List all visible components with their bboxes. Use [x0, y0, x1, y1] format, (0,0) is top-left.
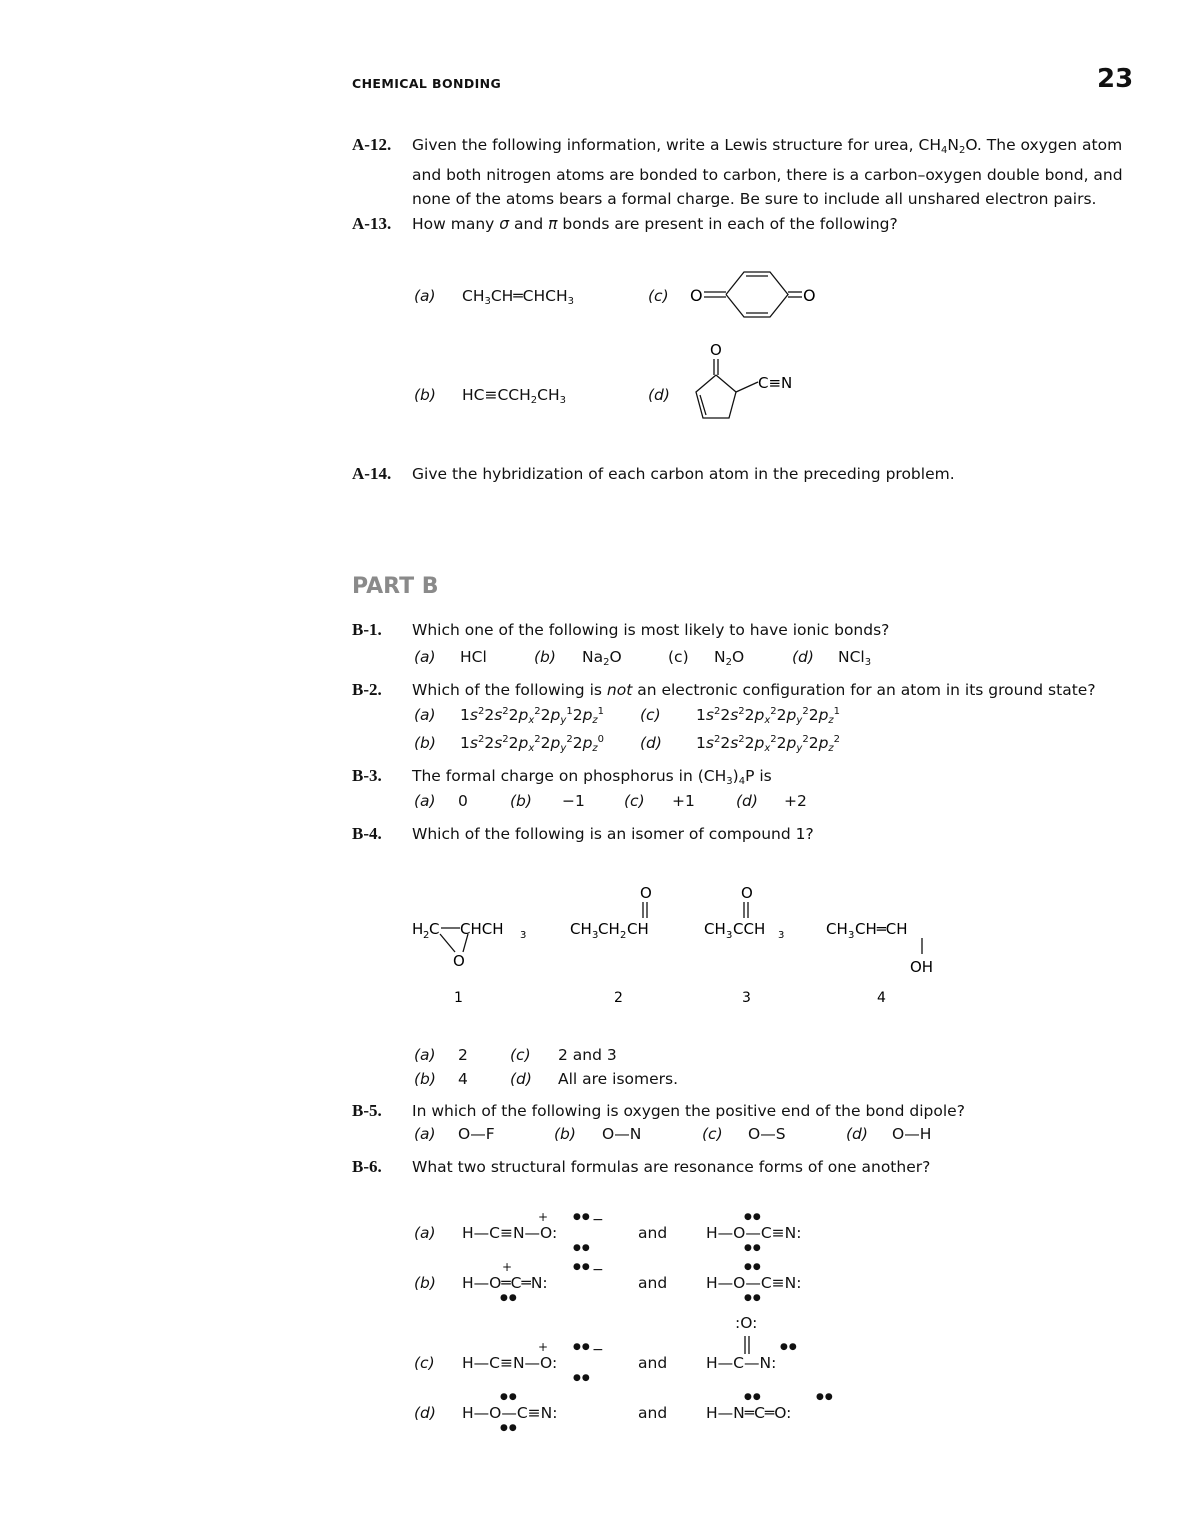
- c3-s2: 3: [778, 930, 785, 941]
- cfg: 2: [508, 706, 519, 724]
- cfg: 2: [802, 706, 809, 717]
- b6-c-plus-charge: +: [538, 1340, 549, 1354]
- b4-option-d-value: All are isomers.: [558, 1070, 679, 1088]
- b4-option-c-label: (c): [510, 1046, 531, 1064]
- compound-4-structure: [826, 920, 933, 976]
- cfg: p: [786, 734, 797, 752]
- cfg: x: [528, 743, 535, 754]
- compound-1-structure: [412, 920, 526, 970]
- b6-b-minus-charge: −: [592, 1262, 604, 1278]
- b2-q-not: not: [606, 681, 633, 699]
- b1-b-v2: O: [609, 648, 622, 666]
- cfg: y: [796, 715, 803, 726]
- problem-b4-text: Which of the following is an isomer of compound 1?: [412, 825, 814, 843]
- c2-f2: CH: [598, 920, 620, 938]
- b6-d-right-structure: H—N═C═O:: [706, 1404, 792, 1422]
- c2-oxygen: O: [640, 884, 652, 902]
- c1-h2: 2: [423, 930, 430, 941]
- a13-q-post: bonds are present in each of the following?: [557, 215, 898, 233]
- b3-q-s2: 4: [738, 776, 746, 787]
- c1-h: H: [412, 920, 424, 938]
- compound-2-number: 2: [614, 990, 623, 1006]
- c2-f1: CH: [570, 920, 592, 938]
- b6-d-lone-pair-top: ●●: [500, 1392, 518, 1402]
- a13-a-s1: 3: [484, 296, 491, 307]
- problem-b5-text: In which of the following is oxygen the positive end of the bond dipole?: [412, 1102, 965, 1120]
- b6-a-and: and: [638, 1224, 668, 1242]
- cfg: 2: [572, 734, 583, 752]
- b3-option-d-label: (d): [736, 792, 758, 810]
- a13-a-s2: 3: [567, 296, 575, 307]
- c2-s1: 3: [592, 930, 599, 941]
- b1-option-a-label: (a): [414, 648, 436, 666]
- b1-option-b-label: (b): [534, 648, 556, 666]
- b6-b-right-lone-pair-bottom: ●●: [744, 1293, 762, 1303]
- problem-number-b6: B-6.: [352, 1157, 382, 1176]
- a12-sub1: 4: [941, 145, 948, 156]
- b6-d-right-o-lone-pair: ●●: [816, 1392, 834, 1402]
- nitrile-group: C≡N: [758, 374, 793, 392]
- cfg: 2: [502, 734, 509, 745]
- problem-number-b5: B-5.: [352, 1101, 382, 1120]
- b6-c-lone-pair-bottom: ●●: [573, 1373, 591, 1383]
- cfg: 2: [713, 734, 721, 745]
- b6-b-plus-charge: +: [502, 1260, 513, 1274]
- b4-option-a-value: 2: [458, 1046, 468, 1064]
- cfg: 2: [720, 706, 731, 724]
- cfg: p: [518, 734, 529, 752]
- cfg: 2: [744, 734, 755, 752]
- compound-4-number: 4: [877, 990, 886, 1006]
- cfg: p: [518, 706, 529, 724]
- a13-option-c-label: (c): [648, 287, 669, 305]
- b1-option-a-value: HCl: [460, 648, 487, 666]
- a13-c-benzoquinone-structure: [688, 266, 828, 326]
- problem-number-b2: B-2.: [352, 680, 382, 699]
- b6-c-carbonyl-oxygen: :O:: [735, 1314, 758, 1332]
- b6-b-right-structure: H—O—C≡N:: [706, 1274, 802, 1292]
- cfg: z: [828, 743, 834, 754]
- cfg: 2: [738, 706, 745, 717]
- cfg: 1: [696, 706, 706, 724]
- b6-d-left-structure: H—O—C≡N:: [462, 1404, 558, 1422]
- quinone-left-oxygen: O: [690, 286, 703, 305]
- b1-d-v1: NCl: [838, 648, 865, 666]
- b6-b-lone-pair-bottom: ●●: [500, 1293, 518, 1303]
- compound-2-structure: [570, 884, 652, 941]
- b1-b-v1: Na: [582, 648, 604, 666]
- cfg: 2: [833, 734, 841, 745]
- a12-mid: N: [947, 136, 959, 154]
- a13-option-a-label: (a): [414, 287, 436, 305]
- cfg: y: [560, 715, 567, 726]
- cfg: 2: [477, 734, 485, 745]
- problem-b2-text: [412, 678, 1132, 702]
- b6-option-d-label: (d): [414, 1404, 436, 1422]
- problem-a14-text: Give the hybridization of each carbon atom in the preceding problem.: [412, 465, 955, 483]
- a13-b-s2: 3: [559, 395, 567, 406]
- b5-option-c-label: (c): [702, 1125, 723, 1143]
- cfg: s: [469, 706, 478, 724]
- b2-option-d-label: (d): [640, 734, 662, 752]
- b6-a-minus-charge: −: [592, 1212, 604, 1228]
- cfg: s: [730, 734, 739, 752]
- b6-option-c-label: (c): [414, 1354, 435, 1372]
- b5-option-b-value: O—N: [602, 1125, 642, 1143]
- b6-c-lone-pair-top: ●●: [573, 1342, 591, 1352]
- cfg: 2: [484, 734, 495, 752]
- cfg: 2: [776, 706, 787, 724]
- b2-option-a-config: [460, 706, 604, 726]
- b6-a-plus-charge: +: [538, 1210, 549, 1224]
- b6-option-b-label: (b): [414, 1274, 436, 1292]
- cfg: 2: [534, 706, 541, 717]
- c4-f1: CH: [826, 920, 848, 938]
- b1-option-b-value: [582, 648, 622, 668]
- cfg: s: [705, 734, 714, 752]
- b6-option-a-label: (a): [414, 1224, 436, 1242]
- cfg: s: [730, 706, 739, 724]
- b3-q-mid: ): [732, 767, 739, 785]
- cfg: 2: [477, 706, 485, 717]
- c1-c: C: [429, 920, 440, 938]
- cfg: y: [560, 743, 567, 754]
- b1-option-d-value: [838, 648, 871, 668]
- a13-option-a-formula: [462, 287, 574, 307]
- b6-d-lone-pair-bottom: ●●: [500, 1423, 518, 1433]
- a13-option-b-formula: [462, 386, 566, 406]
- b2-option-d-config: [696, 734, 840, 754]
- cfg: p: [754, 734, 765, 752]
- b1-b-s: 2: [603, 657, 610, 668]
- b6-a-lone-pair-top: ●●: [573, 1212, 591, 1222]
- cfg: x: [764, 715, 771, 726]
- b6-b-right-lone-pair-top: ●●: [744, 1262, 762, 1272]
- b6-c-left-structure: H—C≡N—O:: [462, 1354, 558, 1372]
- a13-option-b-label: (b): [414, 386, 436, 404]
- b6-a-right-lone-pair-bottom: ●●: [744, 1243, 762, 1253]
- cfg: y: [796, 743, 803, 754]
- b3-option-d-value: +2: [784, 792, 807, 810]
- c3-f2: CCH: [733, 920, 766, 938]
- cfg: z: [828, 715, 834, 726]
- b3-q-post: P is: [745, 767, 772, 785]
- b6-c-minus-charge: −: [592, 1342, 604, 1358]
- problem-number-b1: B-1.: [352, 620, 382, 639]
- b6-b-lone-pair-top: ●●: [573, 1262, 591, 1272]
- b1-option-d-label: (d): [792, 648, 814, 666]
- cfg: 2: [720, 734, 731, 752]
- cfg: 2: [484, 706, 495, 724]
- cfg: 2: [770, 706, 777, 717]
- b6-c-double-bond: [738, 1334, 758, 1356]
- b3-q-s1: 3: [726, 776, 733, 787]
- c1-rest: CHCH: [460, 920, 504, 938]
- b5-option-d-label: (d): [846, 1125, 868, 1143]
- c2-f3: CH: [627, 920, 649, 938]
- a13-b-f2: CH: [537, 386, 560, 404]
- c2-s2: 2: [620, 930, 627, 941]
- cfg: 1: [460, 734, 470, 752]
- cfg: z: [592, 743, 598, 754]
- cfg: 2: [744, 706, 755, 724]
- a13-a-f2: CH═CHCH: [490, 287, 568, 305]
- cfg: 2: [572, 706, 583, 724]
- cfg: p: [550, 706, 561, 724]
- b1-d-s: 3: [864, 657, 872, 668]
- cfg: 1: [460, 706, 470, 724]
- b4-structures: [400, 878, 960, 1008]
- c4-s1: 3: [848, 930, 855, 941]
- b1-option-c-label: (c): [668, 648, 689, 666]
- part-b-heading: PART B: [352, 574, 439, 599]
- cfg: 2: [776, 734, 787, 752]
- problem-number-a14: A-14.: [352, 464, 392, 483]
- cfg: p: [818, 734, 829, 752]
- c4-oh: OH: [910, 958, 934, 976]
- cfg: s: [705, 706, 714, 724]
- cfg: p: [754, 706, 765, 724]
- b3-option-b-label: (b): [510, 792, 532, 810]
- problem-a13-text: [412, 212, 1132, 236]
- c1-oxygen: O: [453, 952, 465, 970]
- sigma-symbol: σ: [499, 215, 510, 233]
- cfg: p: [582, 734, 593, 752]
- b5-option-b-label: (b): [554, 1125, 576, 1143]
- b6-b-and: and: [638, 1274, 668, 1292]
- cfg: 2: [738, 734, 745, 745]
- b1-c-v2: O: [731, 648, 745, 666]
- b6-a-lone-pair-bottom: ●●: [573, 1243, 591, 1253]
- c1-sub3: 3: [520, 930, 527, 941]
- cfg: 2: [566, 734, 573, 745]
- quinone-right-oxygen: O: [803, 286, 816, 305]
- b4-option-b-label: (b): [414, 1070, 436, 1088]
- a13-d-cyclopentenone-structure: [690, 338, 820, 424]
- b2-option-b-label: (b): [414, 734, 436, 752]
- cfg: x: [528, 715, 535, 726]
- b3-option-c-value: +1: [672, 792, 695, 810]
- cfg: 1: [566, 706, 573, 717]
- b1-c-s: 2: [725, 657, 732, 668]
- ketone-oxygen: O: [710, 341, 722, 359]
- b4-option-d-label: (d): [510, 1070, 532, 1088]
- b3-option-a-value: 0: [458, 792, 468, 810]
- b5-option-d-value: O—H: [892, 1125, 932, 1143]
- cfg: 2: [540, 706, 551, 724]
- b5-option-a-value: O—F: [458, 1125, 495, 1143]
- b2-option-b-config: [460, 734, 604, 754]
- b6-b-left-structure: H—O═C═N:: [462, 1274, 548, 1292]
- problem-b3-text: [412, 764, 1132, 794]
- a12-text-pre: Given the following information, write a Lewis structure for urea, CH: [412, 136, 941, 154]
- problem-b6-text: What two structural formulas are resonance forms of one another?: [412, 1158, 931, 1176]
- cfg: 2: [808, 734, 819, 752]
- b4-option-c-value: 2 and 3: [558, 1046, 617, 1064]
- cfg: 2: [534, 734, 541, 745]
- problem-a12-text: [412, 133, 1132, 211]
- cfg: 2: [802, 734, 809, 745]
- b3-option-b-value: −1: [562, 792, 585, 810]
- a13-q-and: and: [509, 215, 549, 233]
- b3-option-a-label: (a): [414, 792, 436, 810]
- c3-s1: 3: [726, 930, 733, 941]
- cfg: 2: [540, 734, 551, 752]
- problem-number-b3: B-3.: [352, 766, 382, 785]
- cfg: s: [469, 734, 478, 752]
- cfg: p: [786, 706, 797, 724]
- cfg: 2: [770, 734, 777, 745]
- page-number: 23: [1097, 64, 1134, 94]
- b6-c-right-lone-pair: ●●: [780, 1342, 798, 1352]
- cfg: 0: [597, 734, 605, 745]
- b2-option-c-label: (c): [640, 706, 661, 724]
- c3-f1: CH: [704, 920, 726, 938]
- b4-option-a-label: (a): [414, 1046, 436, 1064]
- b6-a-right-lone-pair-top: ●●: [744, 1212, 762, 1222]
- cfg: 2: [502, 706, 509, 717]
- a13-a-f1: CH: [462, 287, 485, 305]
- a12-text-post: O. The oxygen atom and both nitrogen atoms are bonded to carbon, there is a carbon–oxygen double bond, and none of the atoms bears a formal charge. Be sure to include all unshared electron pairs.: [412, 136, 1123, 208]
- problem-number-a13: A-13.: [352, 214, 392, 233]
- b1-option-c-value: [714, 648, 744, 668]
- cfg: s: [494, 734, 503, 752]
- b5-option-c-value: O—S: [748, 1125, 786, 1143]
- pi-symbol: π: [548, 215, 558, 233]
- cfg: p: [818, 706, 829, 724]
- a13-b-s1: 2: [530, 395, 538, 406]
- b2-q-post: an electronic configuration for an atom in its ground state?: [632, 681, 1096, 699]
- cfg: s: [494, 706, 503, 724]
- cfg: p: [550, 734, 561, 752]
- b6-a-right-structure: H—O—C≡N:: [706, 1224, 802, 1242]
- b6-d-and: and: [638, 1404, 668, 1422]
- b3-option-c-label: (c): [624, 792, 645, 810]
- a13-b-f1: HC≡CCH: [462, 386, 531, 404]
- b2-q-pre: Which of the following is: [412, 681, 607, 699]
- cfg: 2: [508, 734, 519, 752]
- b1-c-v1: N: [714, 648, 726, 666]
- b6-c-and: and: [638, 1354, 668, 1372]
- c4-f2: CH═CH: [855, 920, 908, 938]
- running-head: CHEMICAL BONDING: [352, 76, 502, 91]
- cfg: 2: [713, 706, 721, 717]
- a12-sub2: 2: [958, 145, 966, 156]
- problem-number-b4: B-4.: [352, 824, 382, 843]
- problem-b1-text: Which one of the following is most likely to have ionic bonds?: [412, 621, 890, 639]
- compound-1-number: 1: [454, 990, 463, 1006]
- a13-option-d-label: (d): [648, 386, 670, 404]
- cfg: 1: [597, 706, 605, 717]
- cfg: 2: [808, 706, 819, 724]
- cfg: 1: [696, 734, 706, 752]
- compound-3-number: 3: [742, 990, 751, 1006]
- a13-q-pre: How many: [412, 215, 500, 233]
- cfg: z: [592, 715, 598, 726]
- b2-option-c-config: [696, 706, 840, 726]
- problem-number-a12: A-12.: [352, 135, 392, 154]
- b6-d-right-n-lone-pair: ●●: [744, 1392, 762, 1402]
- b6-a-left-structure: H—C≡N—O:: [462, 1224, 558, 1242]
- cfg: 1: [833, 706, 841, 717]
- b4-option-b-value: 4: [458, 1070, 468, 1088]
- b3-q-pre: The formal charge on phosphorus in (CH: [412, 767, 727, 785]
- cfg: x: [764, 743, 771, 754]
- b5-option-a-label: (a): [414, 1125, 436, 1143]
- compound-3-structure: [704, 884, 784, 941]
- c3-oxygen: O: [741, 884, 753, 902]
- b6-c-right-structure: H—C—N:: [706, 1354, 777, 1372]
- cfg: p: [582, 706, 593, 724]
- b2-option-a-label: (a): [414, 706, 436, 724]
